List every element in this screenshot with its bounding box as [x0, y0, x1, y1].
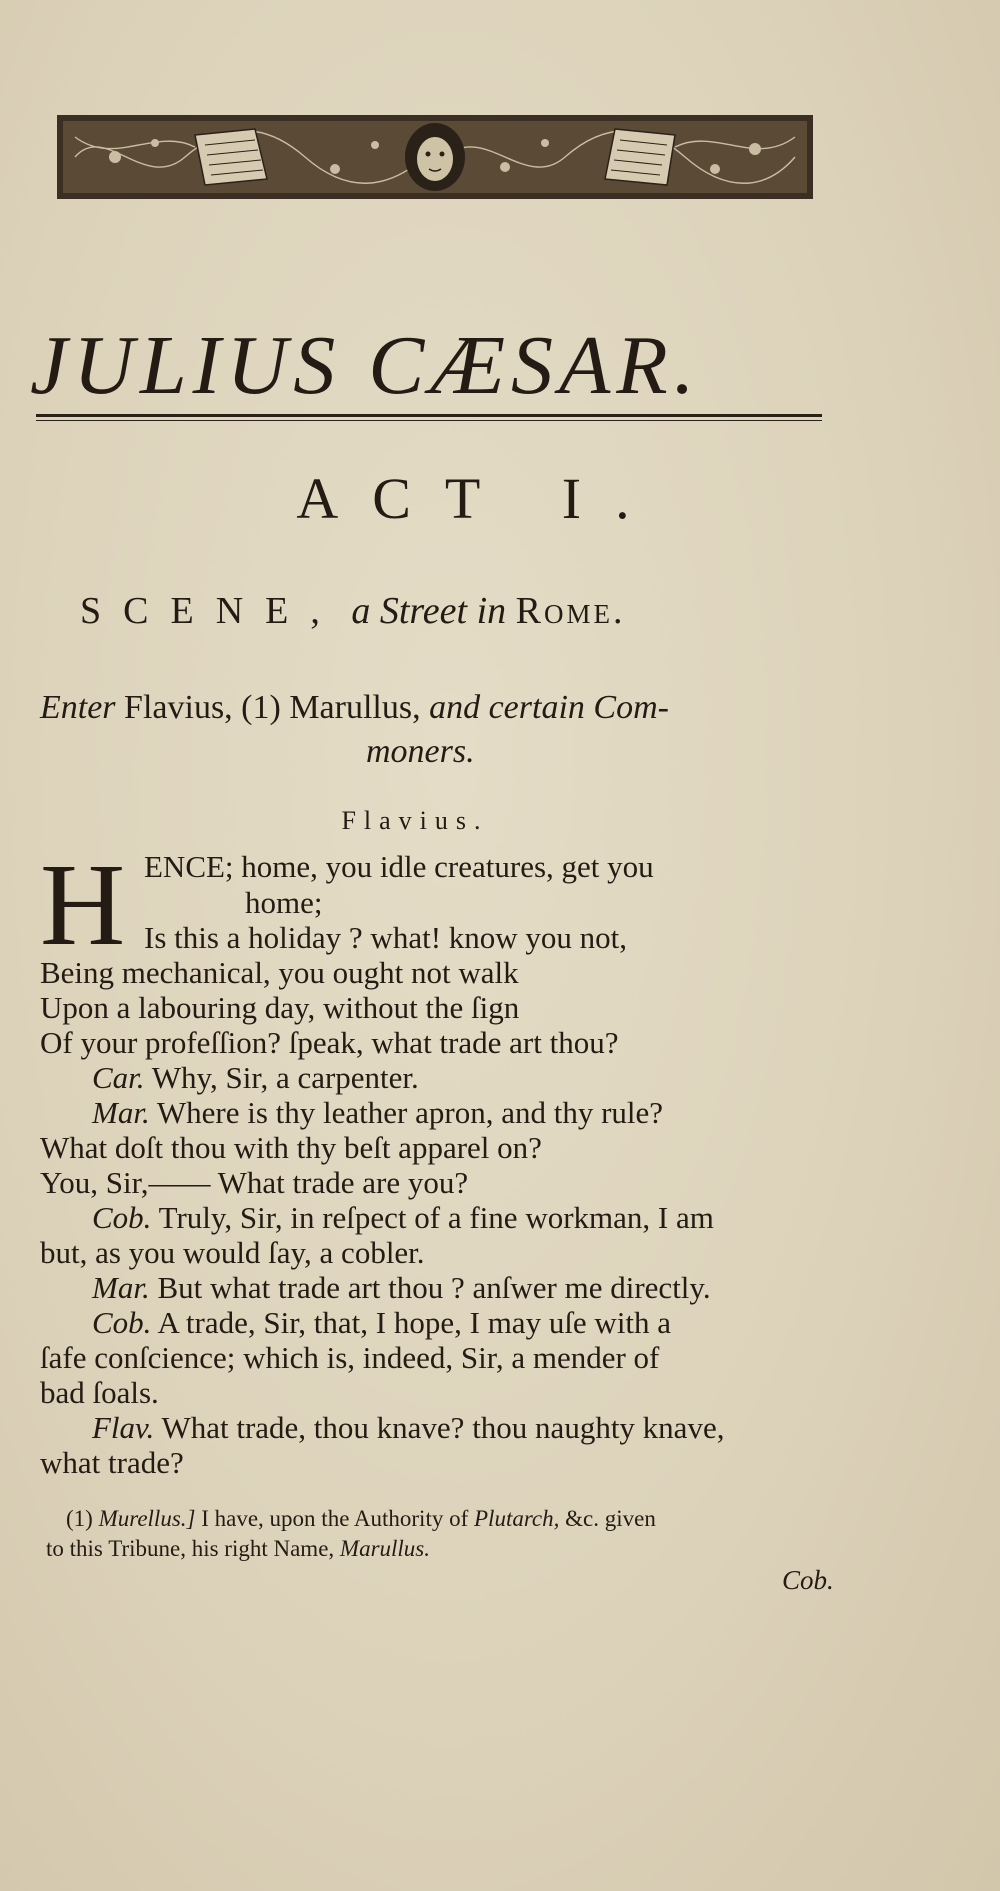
prose-line: but, as you would ſay, a cobler.	[40, 1235, 425, 1270]
prose-line: what trade?	[40, 1445, 184, 1480]
scene-city: Rome.	[515, 590, 626, 632]
stage-direction-enter: Enter	[40, 689, 116, 726]
dialogue-line	[92, 1060, 419, 1095]
footnote-source: Plutarch,	[474, 1506, 560, 1531]
title-rule-thick	[36, 414, 822, 417]
speaker-abbrev: Mar.	[92, 1270, 150, 1305]
footnote-name: Marullus.	[339, 1536, 430, 1561]
verse-line: ENCE; home, you idle creatures, get you	[144, 849, 654, 884]
speaker-abbrev: Mar.	[92, 1095, 150, 1130]
play-title: JULIUS CÆSAR.	[30, 319, 701, 413]
speaker-heading: Flavius.	[341, 806, 489, 835]
footnote-number: (1)	[66, 1506, 93, 1531]
dialogue-text: But what trade art thou ? anſwer me directly.	[157, 1270, 711, 1305]
stage-direction-rest: and certain Com-	[429, 689, 669, 726]
dialogue-text: Where is thy leather apron, and thy rule?	[156, 1095, 664, 1130]
dialogue-text: What trade, thou knave? thou naughty knave,	[161, 1410, 725, 1445]
catchword: Cob.	[782, 1565, 834, 1595]
verse-line: Upon a labouring day, without the ſign	[40, 990, 520, 1025]
verse-line: What doſt thou with thy beſt apparel on?	[40, 1130, 542, 1165]
dialogue-text: A trade, Sir, that, I hope, I may uſe with a	[157, 1305, 672, 1340]
speaker-abbrev: Cob.	[92, 1200, 152, 1235]
stage-direction	[40, 688, 840, 729]
verse-line: home;	[245, 885, 323, 920]
prose-line: bad ſoals.	[40, 1375, 159, 1410]
footnote-ref: Murellus.]	[98, 1506, 196, 1531]
speaker-abbrev: Cob.	[92, 1305, 152, 1340]
scene-heading	[80, 592, 626, 630]
decorative-headpiece-icon	[55, 107, 815, 207]
stage-direction-names: Flavius, (1) Marullus,	[124, 689, 421, 726]
dialogue-line	[92, 1095, 663, 1130]
verse-line: Is this a holiday ? what! know you not,	[144, 920, 628, 955]
prose-line: ſafe conſcience; which is, indeed, Sir, a mender of	[40, 1340, 660, 1375]
footnote-cont	[46, 1536, 430, 1562]
stage-direction-cont: moners.	[366, 733, 475, 770]
dialogue-line	[92, 1270, 711, 1305]
title-rule-thin	[36, 420, 822, 421]
footnote-text: I have, upon the Authority of	[201, 1506, 469, 1531]
act-heading: ACT I.	[296, 466, 664, 531]
dialogue-line	[92, 1200, 714, 1235]
verse-line: You, Sir,—— What trade are you?	[40, 1165, 469, 1200]
dialogue-line	[92, 1305, 671, 1340]
drop-cap: H	[40, 839, 126, 970]
scene-place: a Street in	[351, 590, 507, 632]
scene-label: SCENE,	[80, 590, 342, 632]
verse-line: Of your profeſſion? ſpeak, what trade art thou?	[40, 1025, 619, 1060]
speaker-abbrev: Flav.	[92, 1410, 155, 1445]
verse-line: Being mechanical, you ought not walk	[40, 955, 519, 990]
dialogue-text: Why, Sir, a carpenter.	[151, 1060, 419, 1095]
speaker-abbrev: Car.	[92, 1060, 145, 1095]
dialogue-line	[92, 1410, 724, 1445]
footnote	[66, 1506, 656, 1532]
footnote-text: to this Tribune, his right Name,	[46, 1536, 335, 1561]
dialogue-text: Truly, Sir, in reſpect of a fine workman, I am	[158, 1200, 714, 1235]
footnote-text: &c. given	[565, 1506, 656, 1531]
